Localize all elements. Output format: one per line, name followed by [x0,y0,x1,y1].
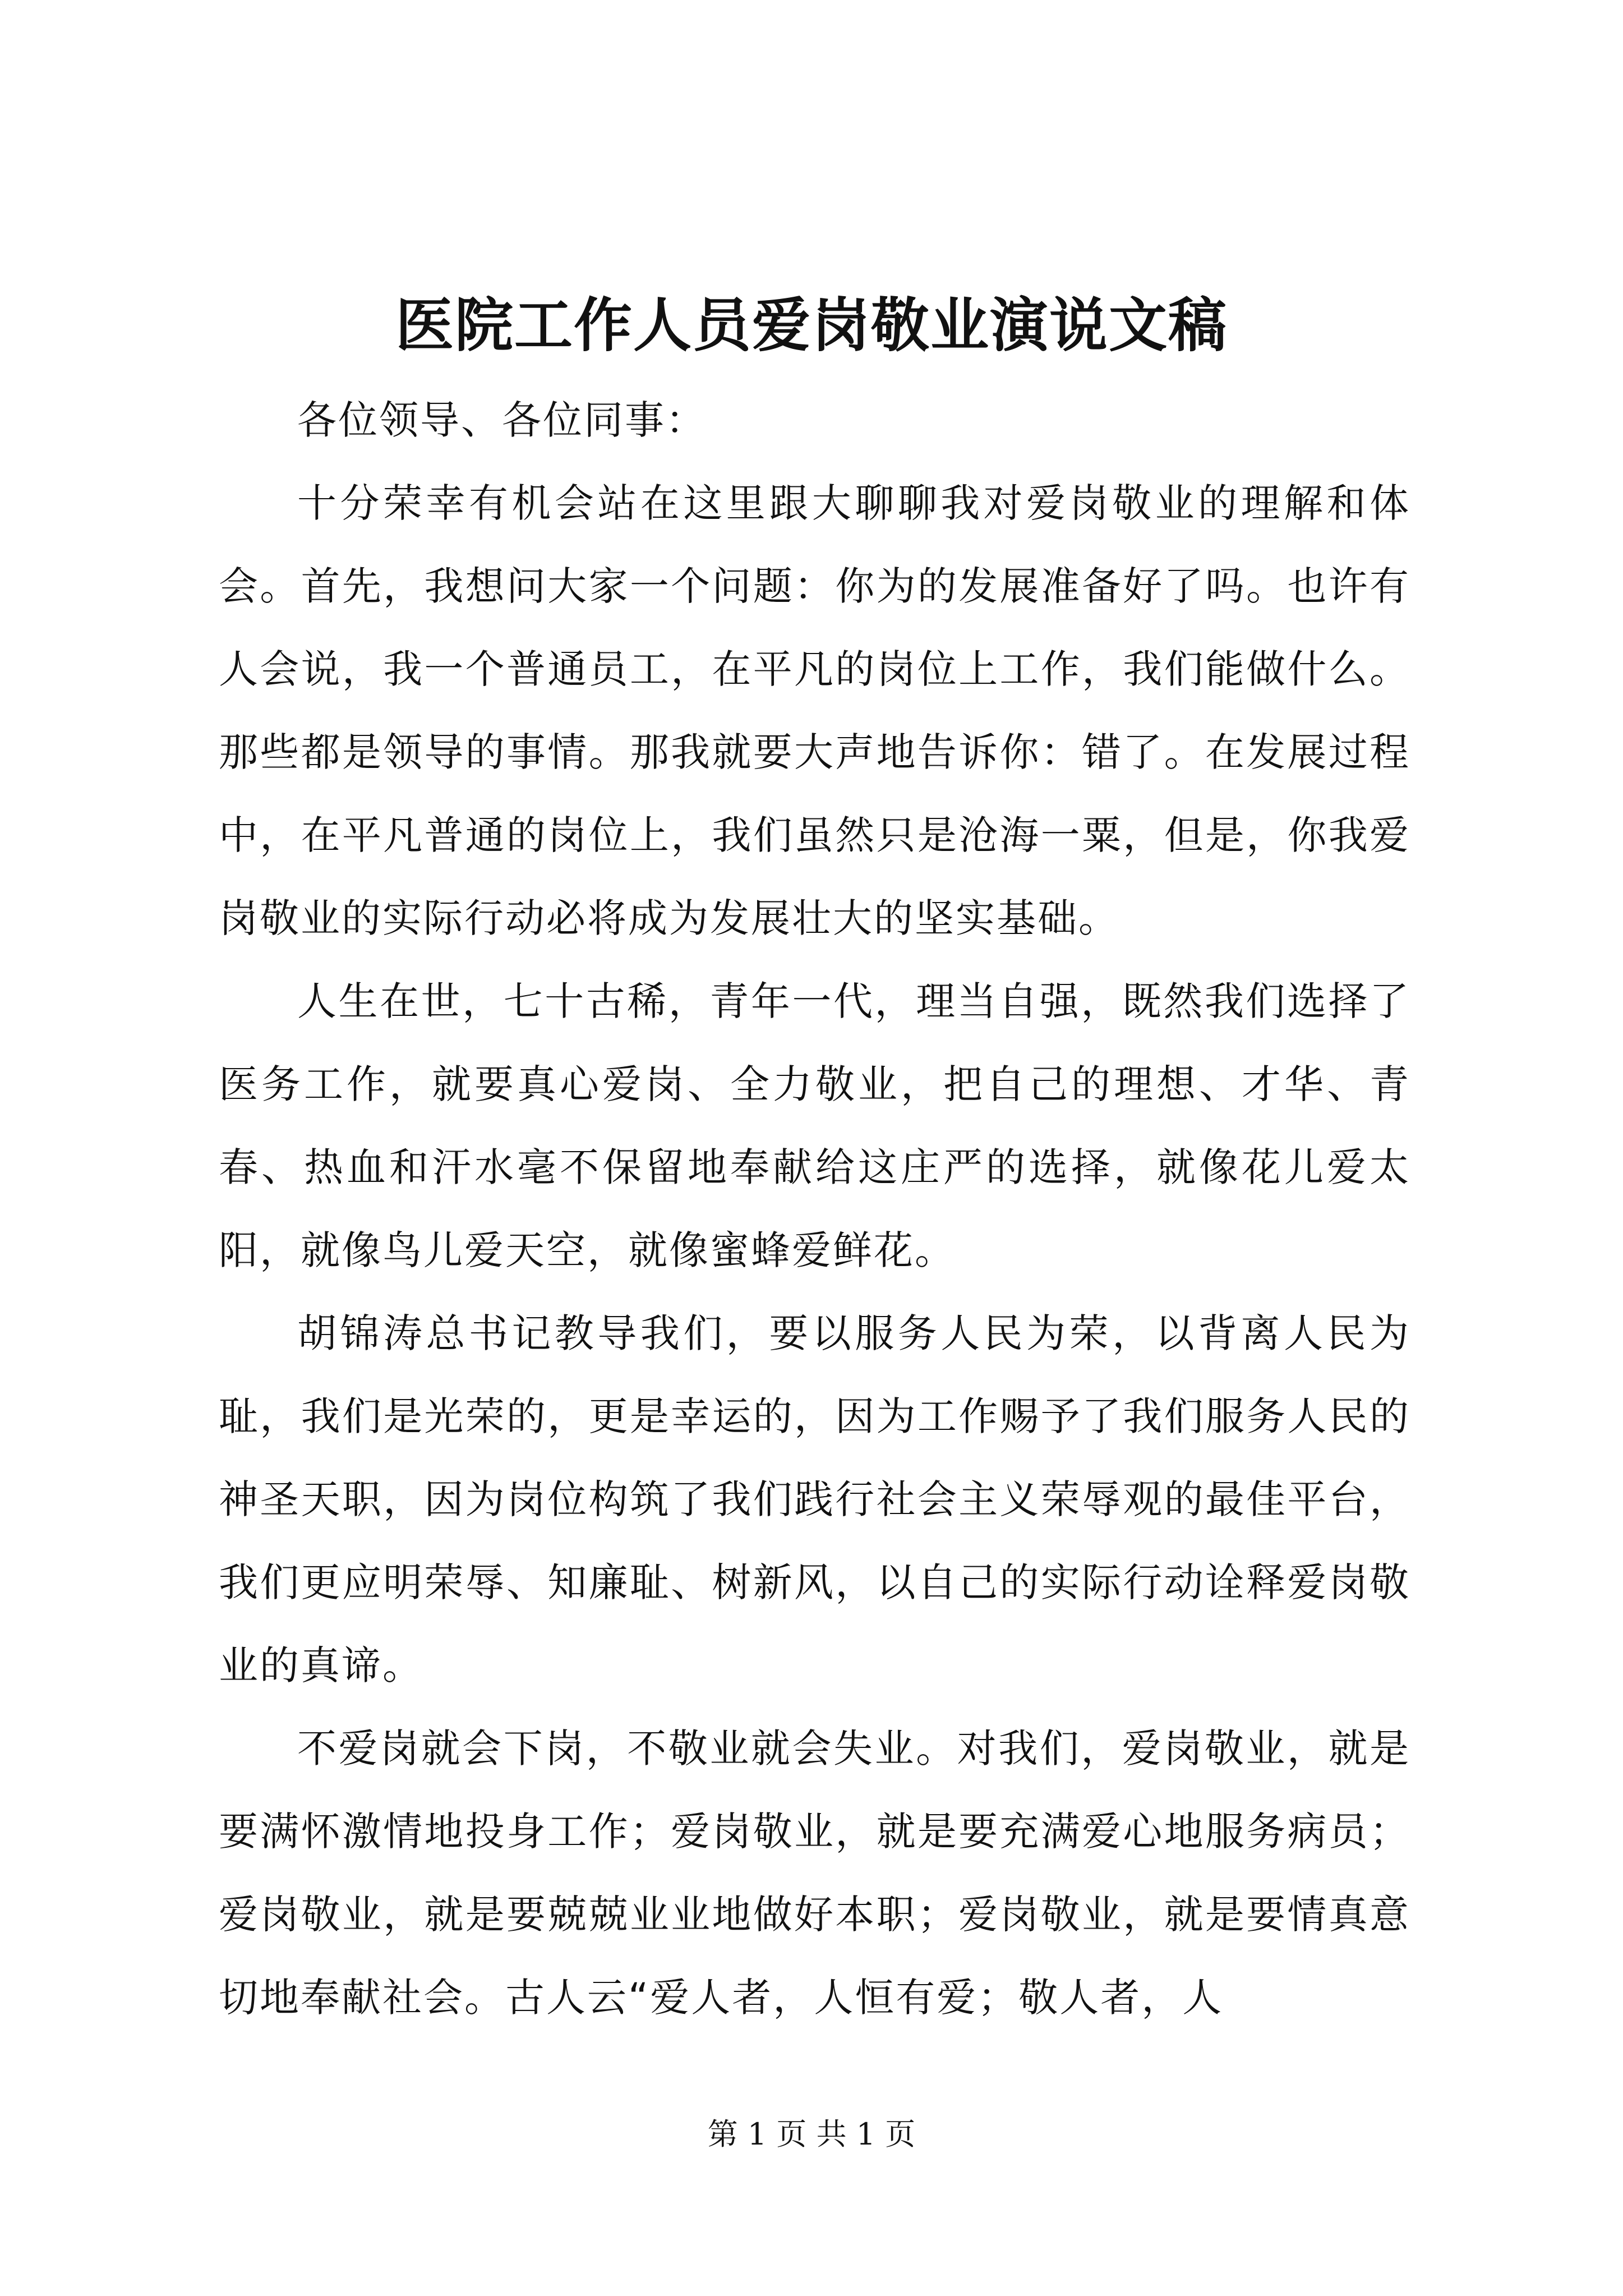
paragraph-2: 人生在世，七十古稀，青年一代，理当自强，既然我们选择了医务工作，就要真心爱岗、全力敬业，把自己的理想、才华、青春、热血和汗水毫不保留地奉献给这庄严的选择，就像花儿爱太阳，就像鸟儿爱天空，就像蜜蜂爱鲜花。 [219,978,1410,1273]
paragraph-salutation: 各位领导、各位同事： [297,397,707,443]
page-number-footer: 第 1 页 共 1 页 [707,2116,916,2152]
document-body [219,379,1410,2039]
paragraph-4: 不爱岗就会下岗，不敬业就会失业。对我们，爱岗敬业，就是要满怀激情地投身工作；爱岗敬业，就是要充满爱心地服务病员；爱岗敬业，就是要兢兢业业地做好本职；爱岗敬业，就是要情真意切地奉献社会。古人云“爱人者，人恒有爱；敬人者，人 [219,1726,1410,2021]
document-title: 医院工作人员爱岗敬业演说文稿 [395,291,1228,360]
paragraph-3: 胡锦涛总书记教导我们，要以服务人民为荣，以背离人民为耻，我们是光荣的，更是幸运的，因为工作赐予了我们服务人民的神圣天职，因为岗位构筑了我们践行社会主义荣辱观的最佳平台，我们更应明荣辱、知廉耻、树新风，以自己的实际行动诠释爱岗敬业的真谛。 [219,1310,1410,1688]
paragraph-1: 十分荣幸有机会站在这里跟大聊聊我对爱岗敬业的理解和体会。首先，我想问大家一个问题：你为的发展准备好了吗。也许有人会说，我一个普通员工，在平凡的岗位上工作，我们能做什么。那些都是领导的事情。那我就要大声地告诉你：错了。在发展过程中，在平凡普通的岗位上，我们虽然只是沧海一粟，但是，你我爱岗敬业的实际行动必将成为发展壮大的坚实基础。 [219,480,1410,941]
